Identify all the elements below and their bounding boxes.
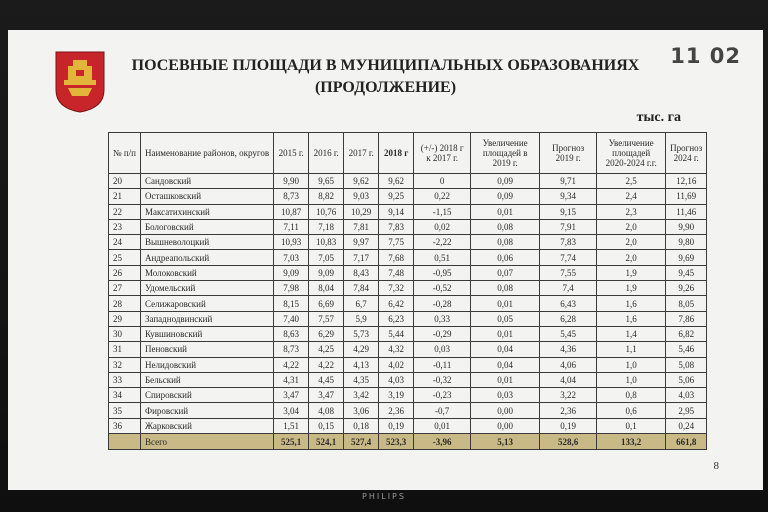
value-cell: 8,43 xyxy=(344,265,379,280)
row-number-cell: 32 xyxy=(109,357,141,372)
value-cell: 7,32 xyxy=(379,281,414,296)
value-cell: 1,4 xyxy=(597,326,666,341)
col-district: Наименование районов, округов xyxy=(140,133,273,174)
value-cell: 4,03 xyxy=(379,372,414,387)
value-cell: 9,25 xyxy=(379,189,414,204)
table-row xyxy=(109,219,707,234)
row-number-cell: 20 xyxy=(109,174,141,189)
value-cell: 1,6 xyxy=(597,296,666,311)
value-cell: 6,43 xyxy=(540,296,597,311)
district-name-cell: Нелидовский xyxy=(140,357,273,372)
value-cell: 11,46 xyxy=(666,204,707,219)
value-cell: 0,33 xyxy=(414,311,471,326)
col-increase-2020-2024: Увеличение площадей 2020-2024 г.г. xyxy=(597,133,666,174)
row-number-cell: 22 xyxy=(109,204,141,219)
row-number-cell: 28 xyxy=(109,296,141,311)
row-number-cell: 34 xyxy=(109,388,141,403)
value-cell: 0,01 xyxy=(414,418,471,433)
col-2016: 2016 г. xyxy=(309,133,344,174)
table-row xyxy=(109,357,707,372)
value-cell: 6,7 xyxy=(344,296,379,311)
value-cell: 0,1 xyxy=(597,418,666,433)
value-cell: 8,82 xyxy=(309,189,344,204)
table-row xyxy=(109,388,707,403)
value-cell: 1,9 xyxy=(597,265,666,280)
district-name-cell: Осташковский xyxy=(140,189,273,204)
value-cell: 7,83 xyxy=(540,235,597,250)
value-cell: 0,08 xyxy=(471,281,540,296)
value-cell: 0,15 xyxy=(309,418,344,433)
district-name-cell: Фировский xyxy=(140,403,273,418)
value-cell: 0,06 xyxy=(471,250,540,265)
value-cell: -0,23 xyxy=(414,388,471,403)
value-cell: 4,32 xyxy=(379,342,414,357)
value-cell: 0,00 xyxy=(471,403,540,418)
value-cell: 8,04 xyxy=(309,281,344,296)
sown-area-table xyxy=(108,132,707,450)
value-cell: 6,82 xyxy=(666,326,707,341)
value-cell: 1,51 xyxy=(274,418,309,433)
value-cell: 5,08 xyxy=(666,357,707,372)
value-cell: 2,36 xyxy=(540,403,597,418)
value-cell: 0,18 xyxy=(344,418,379,433)
value-cell: 9,15 xyxy=(540,204,597,219)
district-name-cell: Бельский xyxy=(140,372,273,387)
value-cell: 8,63 xyxy=(274,326,309,341)
value-cell: 7,74 xyxy=(540,250,597,265)
value-cell: 0,8 xyxy=(597,388,666,403)
district-name-cell: Вышневолоцкий xyxy=(140,235,273,250)
total-value-cell: 525,1 xyxy=(274,434,309,450)
value-cell: 9,97 xyxy=(344,235,379,250)
value-cell: 0,24 xyxy=(666,418,707,433)
value-cell: 0,04 xyxy=(471,342,540,357)
value-cell: 9,69 xyxy=(666,250,707,265)
value-cell: 3,19 xyxy=(379,388,414,403)
value-cell: 0,04 xyxy=(471,357,540,372)
value-cell: 9,90 xyxy=(274,174,309,189)
value-cell: 4,22 xyxy=(309,357,344,372)
clock-overlay: 11 02 xyxy=(670,44,741,68)
col-forecast-2024: Прогноз 2024 г. xyxy=(666,133,707,174)
presentation-slide xyxy=(8,30,763,490)
table-row xyxy=(109,265,707,280)
value-cell: 3,47 xyxy=(274,388,309,403)
value-cell: 7,75 xyxy=(379,235,414,250)
row-number-cell: 24 xyxy=(109,235,141,250)
title-line-1: ПОСЕВНЫЕ ПЛОЩАДИ В МУНИЦИПАЛЬНЫХ ОБРАЗОВАНИЯХ xyxy=(131,57,640,74)
value-cell: 0,02 xyxy=(414,219,471,234)
value-cell: 7,05 xyxy=(309,250,344,265)
value-cell: 4,22 xyxy=(274,357,309,372)
value-cell: 3,04 xyxy=(274,403,309,418)
row-number-cell: 27 xyxy=(109,281,141,296)
col-number: № п/п xyxy=(109,133,141,174)
value-cell: -0,32 xyxy=(414,372,471,387)
value-cell: 9,09 xyxy=(309,265,344,280)
value-cell: 4,36 xyxy=(540,342,597,357)
total-value-cell: 523,3 xyxy=(379,434,414,450)
value-cell: 5,73 xyxy=(344,326,379,341)
table-row xyxy=(109,204,707,219)
row-number-cell: 31 xyxy=(109,342,141,357)
value-cell: 9,14 xyxy=(379,204,414,219)
value-cell: 7,86 xyxy=(666,311,707,326)
value-cell: 0 xyxy=(414,174,471,189)
unit-label: тыс. га xyxy=(636,110,681,125)
value-cell: 4,06 xyxy=(540,357,597,372)
value-cell: -0,11 xyxy=(414,357,471,372)
table-row xyxy=(109,403,707,418)
value-cell: 3,06 xyxy=(344,403,379,418)
value-cell: 1,9 xyxy=(597,281,666,296)
value-cell: 12,16 xyxy=(666,174,707,189)
table-row xyxy=(109,311,707,326)
total-value-cell: 528,6 xyxy=(540,434,597,450)
value-cell: 3,42 xyxy=(344,388,379,403)
value-cell: 5,44 xyxy=(379,326,414,341)
table-row xyxy=(109,418,707,433)
district-name-cell: Пеновский xyxy=(140,342,273,357)
value-cell: -1,15 xyxy=(414,204,471,219)
value-cell: 5,45 xyxy=(540,326,597,341)
row-number-cell: 21 xyxy=(109,189,141,204)
value-cell: 0,08 xyxy=(471,219,540,234)
value-cell: 9,71 xyxy=(540,174,597,189)
total-value-cell: 661,8 xyxy=(666,434,707,450)
value-cell: 7,40 xyxy=(274,311,309,326)
value-cell: 7,83 xyxy=(379,219,414,234)
value-cell: 7,68 xyxy=(379,250,414,265)
value-cell: -0,95 xyxy=(414,265,471,280)
value-cell: 0,09 xyxy=(471,189,540,204)
value-cell: 0,51 xyxy=(414,250,471,265)
value-cell: 9,03 xyxy=(344,189,379,204)
table-header-row xyxy=(109,133,707,174)
value-cell: -2,22 xyxy=(414,235,471,250)
value-cell: 6,42 xyxy=(379,296,414,311)
value-cell: 9,65 xyxy=(309,174,344,189)
value-cell: 2,3 xyxy=(597,204,666,219)
col-forecast-2019: Прогноз 2019 г. xyxy=(540,133,597,174)
value-cell: 0,19 xyxy=(379,418,414,433)
value-cell: 0,03 xyxy=(471,388,540,403)
value-cell: 7,11 xyxy=(274,219,309,234)
value-cell: 10,87 xyxy=(274,204,309,219)
district-name-cell: Жарковский xyxy=(140,418,273,433)
value-cell: 2,36 xyxy=(379,403,414,418)
value-cell: 9,62 xyxy=(344,174,379,189)
value-cell: 4,03 xyxy=(666,388,707,403)
value-cell: -0,28 xyxy=(414,296,471,311)
value-cell: 7,4 xyxy=(540,281,597,296)
row-number-cell: 33 xyxy=(109,372,141,387)
value-cell: 7,55 xyxy=(540,265,597,280)
total-value-cell: 5,13 xyxy=(471,434,540,450)
value-cell: 10,93 xyxy=(274,235,309,250)
value-cell: 6,28 xyxy=(540,311,597,326)
value-cell: 3,47 xyxy=(309,388,344,403)
value-cell: 0,22 xyxy=(414,189,471,204)
district-name-cell: Бологовский xyxy=(140,219,273,234)
value-cell: 4,08 xyxy=(309,403,344,418)
district-name-cell: Молоковский xyxy=(140,265,273,280)
value-cell: 8,73 xyxy=(274,342,309,357)
value-cell: -0,52 xyxy=(414,281,471,296)
total-row xyxy=(109,434,707,450)
table-row xyxy=(109,372,707,387)
value-cell: 2,0 xyxy=(597,235,666,250)
value-cell: 9,26 xyxy=(666,281,707,296)
row-number-cell: 30 xyxy=(109,326,141,341)
value-cell: 1,0 xyxy=(597,357,666,372)
value-cell: 4,31 xyxy=(274,372,309,387)
value-cell: 7,81 xyxy=(344,219,379,234)
value-cell: 8,15 xyxy=(274,296,309,311)
row-number-cell: 36 xyxy=(109,418,141,433)
value-cell: 0,01 xyxy=(471,326,540,341)
value-cell: 7,91 xyxy=(540,219,597,234)
value-cell: 0,09 xyxy=(471,174,540,189)
district-name-cell: Андреапольский xyxy=(140,250,273,265)
value-cell: 6,23 xyxy=(379,311,414,326)
value-cell: 7,57 xyxy=(309,311,344,326)
value-cell: 0,08 xyxy=(471,235,540,250)
value-cell: 4,04 xyxy=(540,372,597,387)
value-cell: 4,35 xyxy=(344,372,379,387)
value-cell: 0,05 xyxy=(471,311,540,326)
row-number-cell: 23 xyxy=(109,219,141,234)
value-cell: 4,13 xyxy=(344,357,379,372)
value-cell: 9,09 xyxy=(274,265,309,280)
value-cell: 6,69 xyxy=(309,296,344,311)
value-cell: 10,29 xyxy=(344,204,379,219)
value-cell: 10,83 xyxy=(309,235,344,250)
district-name-cell: Максатихинский xyxy=(140,204,273,219)
value-cell: -0,29 xyxy=(414,326,471,341)
table-body xyxy=(109,174,707,450)
total-value-cell: 133,2 xyxy=(597,434,666,450)
value-cell: 1,0 xyxy=(597,372,666,387)
row-number-cell: 35 xyxy=(109,403,141,418)
value-cell: 7,48 xyxy=(379,265,414,280)
value-cell: 7,98 xyxy=(274,281,309,296)
total-value-cell: -3,96 xyxy=(414,434,471,450)
title-line-2: (ПРОДОЛЖЕНИЕ) xyxy=(314,79,457,96)
district-name-cell: Западнодвинский xyxy=(140,311,273,326)
value-cell: 0,6 xyxy=(597,403,666,418)
row-number-cell: 29 xyxy=(109,311,141,326)
value-cell: 4,25 xyxy=(309,342,344,357)
value-cell: 1,1 xyxy=(597,342,666,357)
col-2018: 2018 г xyxy=(379,133,414,174)
value-cell: 2,95 xyxy=(666,403,707,418)
page-number: 8 xyxy=(713,460,719,472)
value-cell: 0,00 xyxy=(471,418,540,433)
total-label-cell: Всего xyxy=(140,434,273,450)
value-cell: 5,46 xyxy=(666,342,707,357)
value-cell: 9,34 xyxy=(540,189,597,204)
value-cell: 3,22 xyxy=(540,388,597,403)
value-cell: 5,06 xyxy=(666,372,707,387)
table-row xyxy=(109,250,707,265)
value-cell: 2,0 xyxy=(597,250,666,265)
table-row xyxy=(109,189,707,204)
district-name-cell: Спировский xyxy=(140,388,273,403)
col-2015: 2015 г. xyxy=(274,133,309,174)
value-cell: 4,29 xyxy=(344,342,379,357)
col-increase-2019: Увеличение площадей в 2019 г. xyxy=(471,133,540,174)
monitor-brand-logo: PHILIPS xyxy=(362,492,406,501)
value-cell: 9,62 xyxy=(379,174,414,189)
district-name-cell: Кувшиновский xyxy=(140,326,273,341)
value-cell: 5,9 xyxy=(344,311,379,326)
value-cell: 1,6 xyxy=(597,311,666,326)
row-number-cell: 25 xyxy=(109,250,141,265)
value-cell: 0,01 xyxy=(471,204,540,219)
value-cell: 11,69 xyxy=(666,189,707,204)
total-number-cell xyxy=(109,434,141,450)
value-cell: 9,80 xyxy=(666,235,707,250)
value-cell: 0,01 xyxy=(471,296,540,311)
total-value-cell: 524,1 xyxy=(309,434,344,450)
total-value-cell: 527,4 xyxy=(344,434,379,450)
value-cell: 0,03 xyxy=(414,342,471,357)
value-cell: 2,4 xyxy=(597,189,666,204)
slide-title xyxy=(8,55,763,99)
col-change: (+/-) 2018 г к 2017 г. xyxy=(414,133,471,174)
value-cell: 4,45 xyxy=(309,372,344,387)
table-row xyxy=(109,174,707,189)
value-cell: 7,17 xyxy=(344,250,379,265)
row-number-cell: 26 xyxy=(109,265,141,280)
value-cell: 9,90 xyxy=(666,219,707,234)
value-cell: 10,76 xyxy=(309,204,344,219)
district-name-cell: Селижаровский xyxy=(140,296,273,311)
district-name-cell: Сандовский xyxy=(140,174,273,189)
value-cell: 7,03 xyxy=(274,250,309,265)
district-name-cell: Удомельский xyxy=(140,281,273,296)
table-row xyxy=(109,281,707,296)
table-row xyxy=(109,342,707,357)
value-cell: 8,73 xyxy=(274,189,309,204)
value-cell: 6,29 xyxy=(309,326,344,341)
col-2017: 2017 г. xyxy=(344,133,379,174)
value-cell: 7,84 xyxy=(344,281,379,296)
value-cell: 0,01 xyxy=(471,372,540,387)
value-cell: 4,02 xyxy=(379,357,414,372)
value-cell: -0,7 xyxy=(414,403,471,418)
value-cell: 2,5 xyxy=(597,174,666,189)
value-cell: 0,19 xyxy=(540,418,597,433)
table-row xyxy=(109,296,707,311)
table-row xyxy=(109,326,707,341)
value-cell: 7,18 xyxy=(309,219,344,234)
table-row xyxy=(109,235,707,250)
value-cell: 9,45 xyxy=(666,265,707,280)
value-cell: 8,05 xyxy=(666,296,707,311)
value-cell: 0,07 xyxy=(471,265,540,280)
value-cell: 2,0 xyxy=(597,219,666,234)
